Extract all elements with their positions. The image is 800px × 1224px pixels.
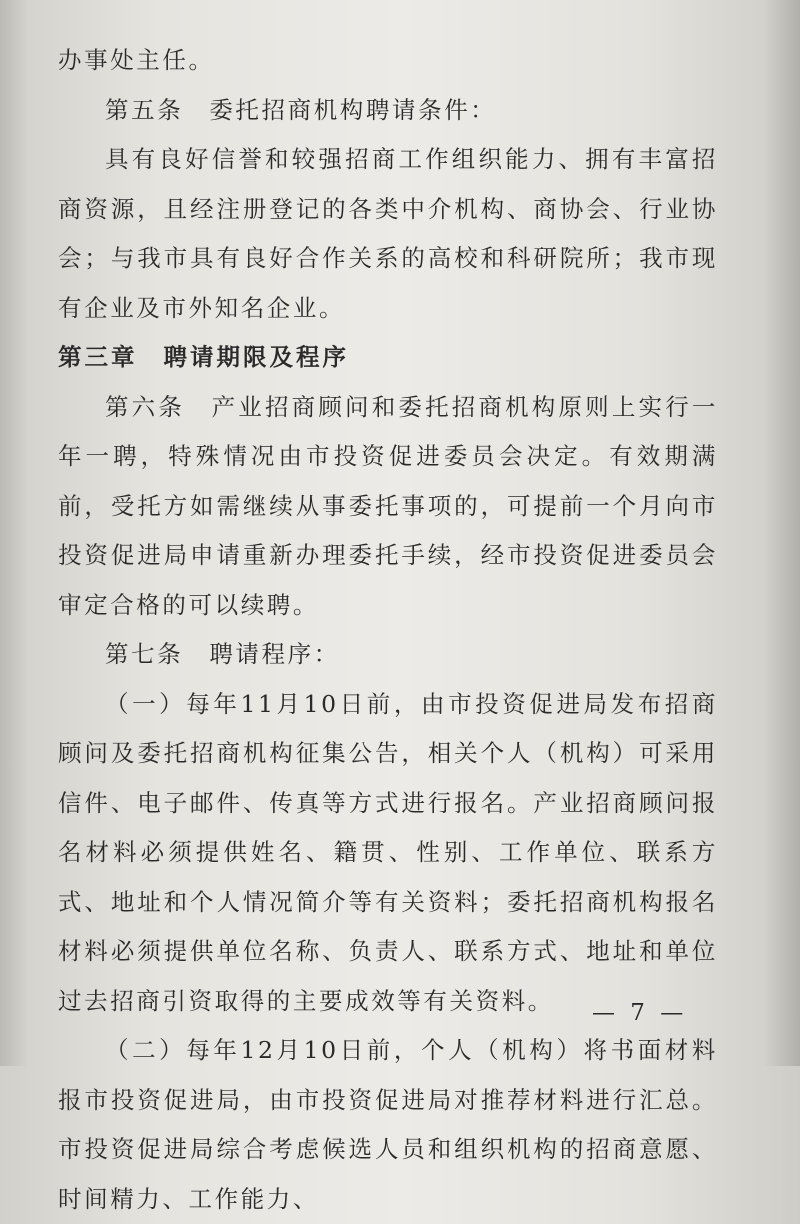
article-label: 第六条 (105, 392, 186, 421)
paragraph-text: 办事处主任。 (58, 46, 215, 74)
article-text: 产业招商顾问和委托招商机构原则上实行一年一聘，特殊情况由市投资促进委员会决定。有效期满前，受托方如需继续从事委托事项的，可提前一个月向市投资促进局申请重新办理委托手续，经市投资促进委员会审定合格的可以续聘。 (58, 392, 718, 619)
chapter-3-heading (58, 333, 718, 383)
article-title: 聘请程序： (209, 640, 340, 668)
article-title: 委托招商机构聘请条件： (209, 95, 497, 124)
article-label: 第七条 (105, 640, 184, 668)
article-6 (58, 383, 718, 631)
paragraph-text: （一）每年11月10日前，由市投资促进局发布招商顾问及委托招商机构征集公告，相关个人（机构）可采用信件、电子邮件、传真等方式进行报名。产业招商顾问报名材料必须提供姓名、籍贯、性别、工作单位、联系方式、地址和个人情况简介等有关资料；委托招商机构报名材料必须提供单位名称、负责人、联系方式、地址和单位过去招商引资取得的主要成效等有关资料。 (58, 689, 718, 1015)
page-number: — 7 — (592, 1000, 688, 1026)
paragraph-text: （二）每年12月10日前，个人（机构）将书面材料报市投资促进局，由市投资促进局对推荐材料进行汇总。市投资促进局综合考虑候选人员和组织机构的招商意愿、时间精力、工作能力、 (58, 1036, 718, 1213)
document-body (58, 36, 718, 1224)
chapter-label: 第三章 (58, 343, 138, 371)
page-edge-shadow-right (764, 0, 800, 1066)
article-7-item-2 (58, 1026, 718, 1224)
paragraph-text: 具有良好信誉和较强招商工作组织能力、拥有丰富招商资源，且经注册登记的各类中介机构、商协会、行业协会；与我市具有良好合作关系的高校和科研院所；我市现有企业及市外知名企业。 (58, 145, 718, 322)
chapter-title: 聘请期限及程序 (163, 343, 349, 371)
article-7-item-1 (58, 680, 718, 1027)
article-5-heading (58, 86, 718, 136)
article-5-body (58, 135, 718, 333)
article-label: 第五条 (105, 95, 184, 124)
page-edge-shadow-left (0, 0, 28, 1066)
paragraph-continuation (58, 36, 718, 86)
article-7-heading (58, 630, 718, 680)
